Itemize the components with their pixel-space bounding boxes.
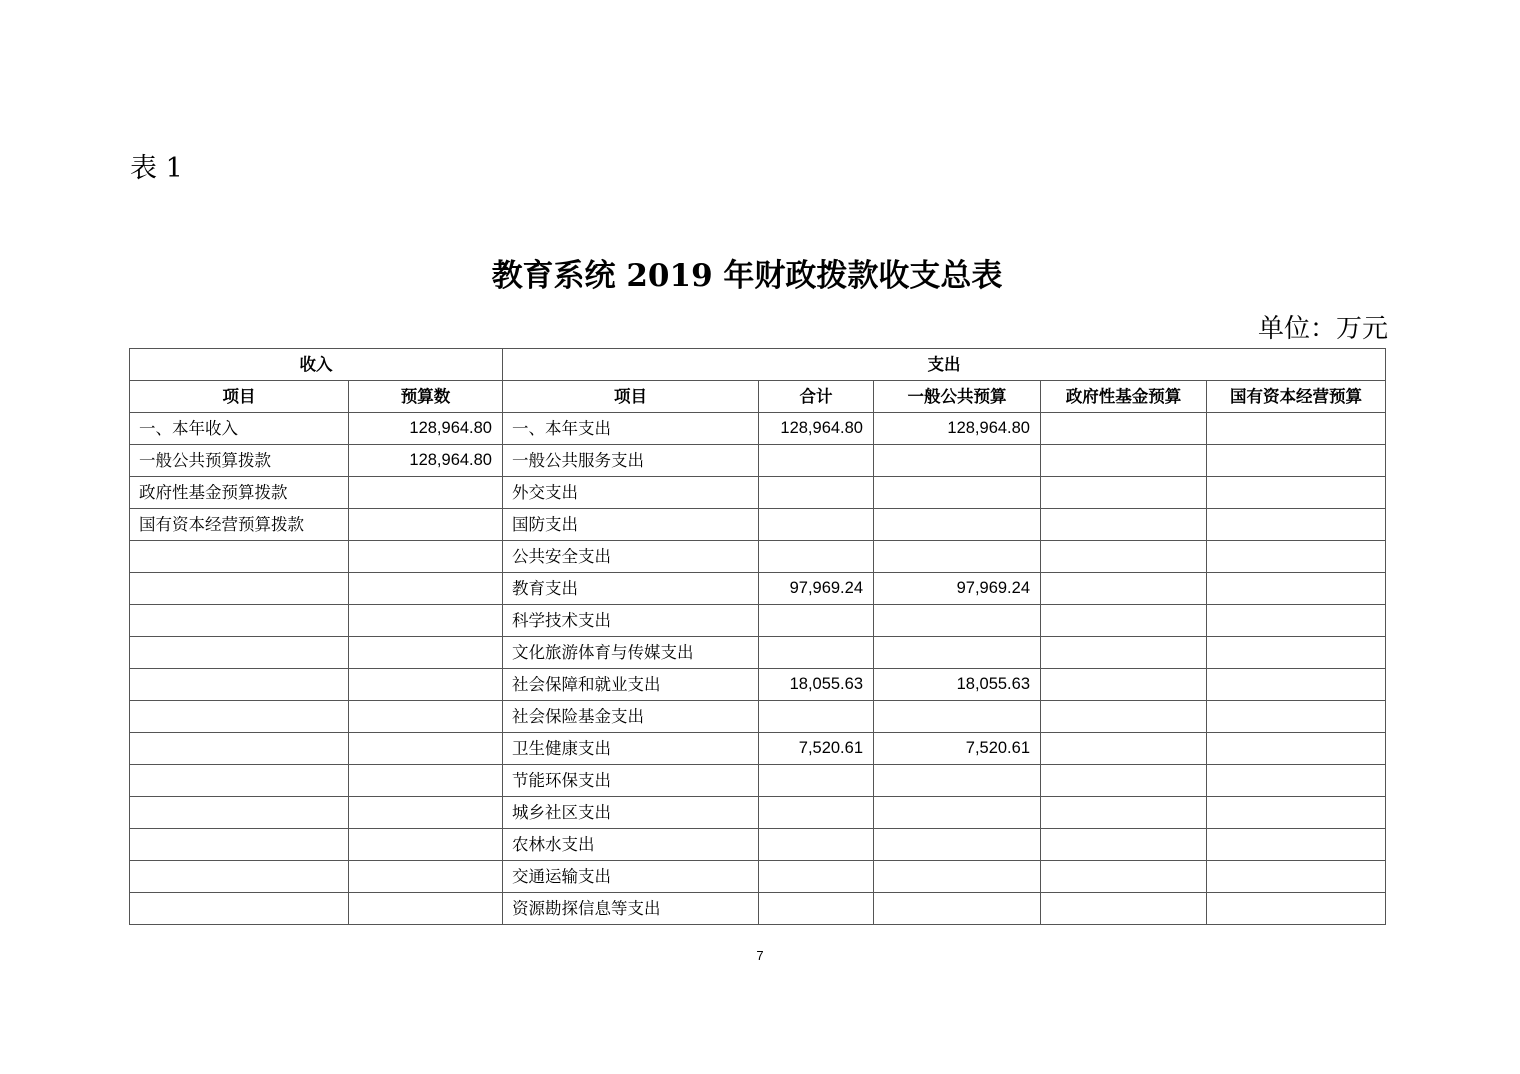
general-budget-cell [874, 445, 1041, 477]
total-cell [759, 605, 874, 637]
income-budget-cell [349, 477, 503, 509]
gov-fund-budget-header: 政府性基金预算 [1041, 381, 1207, 413]
header-row-top [130, 349, 1386, 381]
income-item-cell [130, 765, 349, 797]
total-header: 合计 [759, 381, 874, 413]
income-budget-cell [349, 829, 503, 861]
expense-item-cell: 教育支出 [503, 573, 759, 605]
income-budget-cell [349, 765, 503, 797]
general-budget-cell [874, 541, 1041, 573]
table-row [130, 605, 1386, 637]
expense-item-cell: 公共安全支出 [503, 541, 759, 573]
income-budget-cell [349, 509, 503, 541]
general-budget-cell: 128,964.80 [874, 413, 1041, 445]
expense-item-cell: 科学技术支出 [503, 605, 759, 637]
income-item-cell [130, 605, 349, 637]
state-capital-budget-cell [1207, 445, 1386, 477]
income-budget-cell [349, 541, 503, 573]
budget-table [129, 348, 1386, 925]
income-budget-cell [349, 669, 503, 701]
state-capital-budget-cell [1207, 669, 1386, 701]
total-cell: 97,969.24 [759, 573, 874, 605]
income-item-cell [130, 669, 349, 701]
income-item-cell [130, 733, 349, 765]
expense-item-cell: 交通运输支出 [503, 861, 759, 893]
total-cell: 128,964.80 [759, 413, 874, 445]
table-row [130, 701, 1386, 733]
expense-item-cell: 城乡社区支出 [503, 797, 759, 829]
general-budget-cell [874, 765, 1041, 797]
expense-header: 支出 [503, 349, 1386, 381]
general-budget-cell [874, 701, 1041, 733]
general-budget-cell: 97,969.24 [874, 573, 1041, 605]
general-budget-cell: 18,055.63 [874, 669, 1041, 701]
general-budget-cell [874, 893, 1041, 925]
state-capital-budget-cell [1207, 413, 1386, 445]
income-item-cell: 一、本年收入 [130, 413, 349, 445]
table-row [130, 541, 1386, 573]
general-budget-cell [874, 797, 1041, 829]
page-number: 7 [756, 948, 764, 963]
income-budget-cell [349, 733, 503, 765]
income-item-cell: 政府性基金预算拨款 [130, 477, 349, 509]
income-header: 收入 [130, 349, 503, 381]
gov-fund-budget-cell [1041, 893, 1207, 925]
general-budget-cell [874, 477, 1041, 509]
general-budget-cell [874, 605, 1041, 637]
expense-item-cell: 文化旅游体育与传媒支出 [503, 637, 759, 669]
income-item-cell: 国有资本经营预算拨款 [130, 509, 349, 541]
income-budget-cell [349, 861, 503, 893]
state-capital-budget-cell [1207, 829, 1386, 861]
table-row [130, 573, 1386, 605]
total-cell [759, 541, 874, 573]
state-capital-budget-cell [1207, 541, 1386, 573]
table-row [130, 669, 1386, 701]
gov-fund-budget-cell [1041, 541, 1207, 573]
table-row [130, 893, 1386, 925]
income-budget-header: 预算数 [349, 381, 503, 413]
income-item-cell [130, 829, 349, 861]
income-budget-cell [349, 637, 503, 669]
table-body [130, 413, 1386, 925]
expense-item-cell: 资源勘探信息等支出 [503, 893, 759, 925]
table-row [130, 445, 1386, 477]
state-capital-budget-cell [1207, 477, 1386, 509]
income-budget-cell [349, 605, 503, 637]
table-row [130, 829, 1386, 861]
state-capital-budget-cell [1207, 893, 1386, 925]
expense-item-cell: 社会保障和就业支出 [503, 669, 759, 701]
income-item-cell [130, 797, 349, 829]
page-title: 教育系统 2019 年财政拨款收支总表 [491, 258, 1003, 294]
income-item-cell [130, 861, 349, 893]
state-capital-budget-cell [1207, 797, 1386, 829]
gov-fund-budget-cell [1041, 573, 1207, 605]
header-row-sub [130, 381, 1386, 413]
general-budget-cell [874, 509, 1041, 541]
state-capital-budget-cell [1207, 605, 1386, 637]
state-capital-budget-cell [1207, 637, 1386, 669]
unit-label: 单位：万元 [1257, 314, 1388, 344]
table-label: 表 1 [130, 153, 183, 184]
income-budget-cell [349, 701, 503, 733]
state-capital-budget-cell [1207, 701, 1386, 733]
expense-item-cell: 农林水支出 [503, 829, 759, 861]
total-cell [759, 829, 874, 861]
total-cell [759, 765, 874, 797]
gov-fund-budget-cell [1041, 701, 1207, 733]
total-cell [759, 797, 874, 829]
general-budget-cell [874, 861, 1041, 893]
gov-fund-budget-cell [1041, 797, 1207, 829]
gov-fund-budget-cell [1041, 413, 1207, 445]
state-capital-budget-cell [1207, 573, 1386, 605]
expense-item-header: 项目 [503, 381, 759, 413]
gov-fund-budget-cell [1041, 445, 1207, 477]
income-item-cell [130, 573, 349, 605]
total-cell [759, 637, 874, 669]
expense-item-cell: 卫生健康支出 [503, 733, 759, 765]
state-capital-budget-cell [1207, 509, 1386, 541]
general-budget-cell [874, 637, 1041, 669]
total-cell [759, 445, 874, 477]
income-item-cell [130, 541, 349, 573]
gov-fund-budget-cell [1041, 669, 1207, 701]
income-item-cell [130, 637, 349, 669]
gov-fund-budget-cell [1041, 733, 1207, 765]
state-capital-budget-header: 国有资本经营预算 [1207, 381, 1386, 413]
expense-item-cell: 节能环保支出 [503, 765, 759, 797]
state-capital-budget-cell [1207, 861, 1386, 893]
total-cell [759, 509, 874, 541]
income-budget-cell [349, 893, 503, 925]
gov-fund-budget-cell [1041, 637, 1207, 669]
income-item-cell: 一般公共预算拨款 [130, 445, 349, 477]
table-row [130, 733, 1386, 765]
total-cell: 7,520.61 [759, 733, 874, 765]
income-item-cell [130, 701, 349, 733]
gov-fund-budget-cell [1041, 861, 1207, 893]
income-budget-cell [349, 797, 503, 829]
table-row [130, 477, 1386, 509]
total-cell: 18,055.63 [759, 669, 874, 701]
expense-item-cell: 一般公共服务支出 [503, 445, 759, 477]
income-item-header: 项目 [130, 381, 349, 413]
state-capital-budget-cell [1207, 765, 1386, 797]
table-row [130, 637, 1386, 669]
expense-item-cell: 一、本年支出 [503, 413, 759, 445]
gov-fund-budget-cell [1041, 509, 1207, 541]
expense-item-cell: 国防支出 [503, 509, 759, 541]
total-cell [759, 893, 874, 925]
table-row [130, 861, 1386, 893]
state-capital-budget-cell [1207, 733, 1386, 765]
total-cell [759, 701, 874, 733]
income-item-cell [130, 893, 349, 925]
general-budget-cell: 7,520.61 [874, 733, 1041, 765]
income-budget-cell: 128,964.80 [349, 413, 503, 445]
gov-fund-budget-cell [1041, 765, 1207, 797]
table-row [130, 509, 1386, 541]
income-budget-cell: 128,964.80 [349, 445, 503, 477]
expense-item-cell: 外交支出 [503, 477, 759, 509]
total-cell [759, 477, 874, 509]
table-row [130, 765, 1386, 797]
income-budget-cell [349, 573, 503, 605]
table-row [130, 413, 1386, 445]
gov-fund-budget-cell [1041, 829, 1207, 861]
gov-fund-budget-cell [1041, 477, 1207, 509]
gov-fund-budget-cell [1041, 605, 1207, 637]
expense-item-cell: 社会保险基金支出 [503, 701, 759, 733]
general-budget-header: 一般公共预算 [874, 381, 1041, 413]
total-cell [759, 861, 874, 893]
table-row [130, 797, 1386, 829]
general-budget-cell [874, 829, 1041, 861]
